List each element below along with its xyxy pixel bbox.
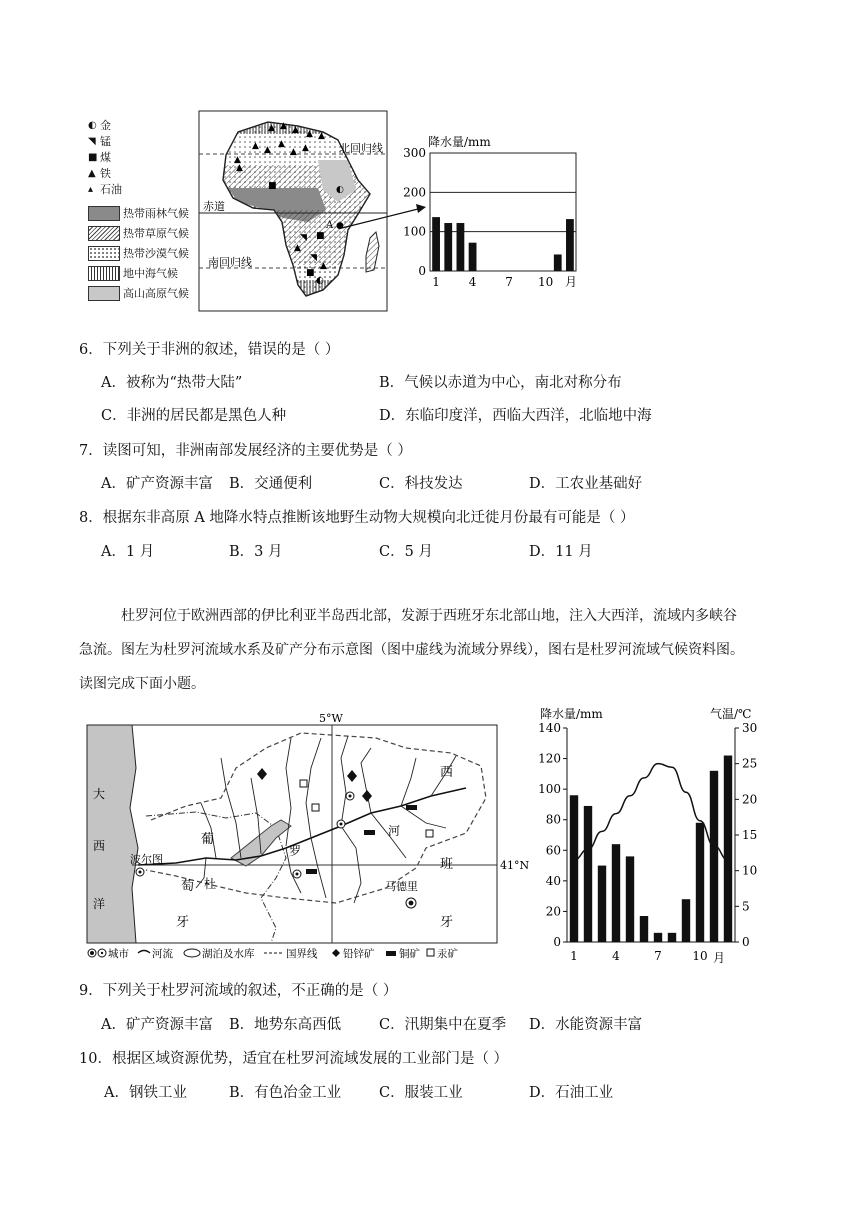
manganese-icon: ◥ bbox=[310, 253, 317, 263]
iron-icon: ▲ bbox=[292, 125, 299, 135]
chart1-title: 降水量/mm bbox=[428, 135, 491, 149]
chart2-xtick: 10 bbox=[692, 949, 708, 963]
legend-gold: ◐ 金 bbox=[88, 119, 111, 132]
tropic-south-label: 南回归线 bbox=[208, 256, 252, 269]
legend-lead-zinc: 铅锌矿 bbox=[343, 948, 375, 960]
atlantic-char-1: 大 bbox=[93, 787, 106, 801]
chart2-ytick-left: 80 bbox=[545, 812, 561, 827]
portugal-label-tao: 萄 bbox=[181, 879, 195, 894]
chart2-precip-bar bbox=[612, 844, 620, 942]
legend-highland: 高山高原气候 bbox=[88, 286, 189, 300]
q6-stem: 6．下列关于非洲的叙述，错误的是（ ） bbox=[79, 342, 340, 358]
equator-label: 赤道 bbox=[203, 200, 225, 213]
legend-mercury: 汞矿 bbox=[437, 948, 458, 960]
mercury-icon bbox=[300, 780, 307, 787]
q9-stem: 9．下列关于杜罗河流域的叙述，不正确的是（ ） bbox=[79, 983, 398, 999]
q9-option-d[interactable]: D．水能资源丰富 bbox=[529, 1017, 643, 1033]
iron-icon: ▲ bbox=[252, 141, 259, 151]
iron-icon: ▲ bbox=[294, 243, 301, 253]
coal-icon: ■ bbox=[306, 268, 315, 278]
q7-option-a[interactable]: A．矿产资源丰富 bbox=[101, 476, 213, 492]
legend-manganese: ◥ 锰 bbox=[88, 135, 111, 148]
point-a-dot: ● bbox=[336, 221, 344, 231]
chart2-ytick-left: 100 bbox=[538, 782, 561, 797]
oil-icon: ▲ bbox=[268, 123, 275, 133]
q9-option-c[interactable]: C．汛期集中在夏季 bbox=[379, 1017, 507, 1033]
passage-line-2: 急流。图左为杜罗河流域水系及矿产分布示意图（图中虚线为流域分界线），图右是杜罗河流域气候资料图。 bbox=[79, 642, 744, 658]
q7-option-c[interactable]: C．科技发达 bbox=[379, 476, 463, 492]
legend-iron: ▲ 铁 bbox=[88, 167, 111, 180]
chart2-ytick-left: 120 bbox=[538, 751, 561, 766]
gold-icon: ◐ bbox=[336, 185, 344, 195]
spain-label-xi: 西 bbox=[440, 765, 454, 780]
oil-icon: ▲ bbox=[264, 145, 271, 155]
highland-swatch bbox=[88, 286, 120, 301]
q8-option-a[interactable]: A．1 月 bbox=[101, 544, 155, 560]
gold-icon: ◐ bbox=[88, 119, 97, 131]
atlantic-char-2: 西 bbox=[93, 839, 106, 853]
q10-option-a[interactable]: A．钢铁工业 bbox=[104, 1085, 187, 1101]
legend-rainforest: 热带雨林气候 bbox=[88, 206, 189, 220]
chart1-bar bbox=[469, 243, 477, 271]
douro-basin-map bbox=[86, 708, 530, 964]
iron-icon: ▲ bbox=[320, 261, 327, 271]
q8-option-b[interactable]: B．3 月 bbox=[229, 544, 283, 560]
atlantic-char-3: 洋 bbox=[93, 897, 106, 911]
chart2-precip-bar bbox=[584, 806, 592, 942]
chart1-xtick: 10 bbox=[537, 275, 554, 289]
chart2-precip-bar bbox=[724, 756, 732, 942]
legend-border: 国界线 bbox=[286, 948, 318, 960]
porto-label: 波尔图 bbox=[130, 853, 163, 866]
mercury-icon bbox=[426, 830, 433, 837]
chart2-ytick-right: 5 bbox=[742, 899, 750, 914]
q10-option-d[interactable]: D．石油工业 bbox=[529, 1085, 614, 1101]
chart2-precip-bar bbox=[626, 856, 634, 942]
chart1-ytick: 0 bbox=[418, 264, 426, 278]
chart2-precip-bar bbox=[682, 899, 690, 942]
q6-option-c[interactable]: C．非洲的居民都是黑色人种 bbox=[101, 408, 287, 424]
chart2-precip-bar bbox=[710, 771, 718, 942]
q7-stem: 7．读图可知，非洲南部发展经济的主要优势是（ ） bbox=[79, 443, 412, 459]
copper-icon bbox=[306, 869, 317, 874]
chart2-xtick: 7 bbox=[654, 949, 662, 963]
legend-coal: ■ 煤 bbox=[88, 151, 111, 164]
river-label-he: 河 bbox=[388, 824, 401, 838]
chart2-xtick: 4 bbox=[612, 949, 620, 963]
chart2-precip-bar bbox=[668, 933, 676, 942]
mediterranean-swatch bbox=[88, 266, 120, 281]
coal-icon: ■ bbox=[88, 151, 98, 163]
legend-copper: 铜矿 bbox=[399, 948, 420, 960]
oil-icon: ▲ bbox=[306, 129, 313, 139]
copper-icon bbox=[364, 830, 375, 835]
chart2-precip-bar bbox=[696, 823, 704, 942]
chart2-ytick-right: 0 bbox=[742, 935, 750, 949]
chart2-ytick-left: 20 bbox=[545, 904, 561, 919]
chart1-bar bbox=[457, 223, 465, 271]
chart2-temp-line bbox=[574, 764, 728, 860]
madrid-label: 马德里 bbox=[385, 880, 418, 893]
chart1-bar bbox=[432, 217, 440, 271]
q6-option-d[interactable]: D．东临印度洋，西临大西洋，北临地中海 bbox=[379, 408, 652, 424]
parallel-label: 41°N bbox=[500, 859, 530, 872]
chart2-precip-bar bbox=[654, 933, 662, 942]
chart2-ylabel-left: 降水量/mm bbox=[540, 707, 603, 721]
chart1-ytick: 300 bbox=[403, 146, 426, 160]
oil-icon: ▲ bbox=[302, 143, 309, 153]
chart2-ytick-left: 60 bbox=[545, 843, 561, 858]
legend-savanna: 热带草原气候 bbox=[88, 226, 189, 240]
chart1-ytick: 100 bbox=[403, 224, 426, 239]
chart1-xtick: 4 bbox=[468, 275, 477, 289]
river-label-du: 杜 bbox=[204, 877, 217, 891]
chart2-ytick-left: 0 bbox=[553, 935, 561, 949]
q6-option-b[interactable]: B．气候以赤道为中心，南北对称分布 bbox=[379, 375, 622, 391]
chart2-precip-bar bbox=[640, 916, 648, 942]
legend-city: 城市 bbox=[108, 948, 129, 960]
point-a-label: A bbox=[326, 220, 334, 231]
q10-stem: 10．根据区域资源优势，适宜在杜罗河流域发展的工业部门是（ ） bbox=[79, 1051, 509, 1067]
spain-label-ban: 班 bbox=[440, 857, 454, 872]
desert-swatch bbox=[88, 246, 120, 261]
chart1-ytick: 200 bbox=[403, 185, 426, 200]
chart2-ytick-right: 30 bbox=[742, 721, 758, 735]
passage-line-3: 读图完成下面小题。 bbox=[79, 676, 205, 692]
portugal-label-pu: 葡 bbox=[201, 832, 215, 847]
spain-label-ya: 牙 bbox=[440, 915, 454, 930]
oil-icon: ▲ bbox=[234, 155, 241, 165]
oil-icon: ▲ bbox=[280, 121, 287, 131]
chart2-precip-bar bbox=[598, 866, 606, 942]
legend-lake: 湖泊及水库 bbox=[202, 948, 255, 960]
chart2-ytick-left: 140 bbox=[538, 721, 561, 735]
precip-chart-a bbox=[400, 128, 590, 293]
gold-icon: ◐ bbox=[316, 276, 324, 286]
chart1-bar bbox=[566, 219, 574, 271]
legend-river: 河流 bbox=[152, 948, 173, 960]
passage-line-1: 杜罗河位于欧洲西部的伊比利亚半岛西北部，发源于西班牙东北部山地，注入大西洋，流域内多峡谷 bbox=[121, 608, 737, 624]
oil-icon: ▲ bbox=[278, 139, 285, 149]
coal-icon: ■ bbox=[316, 231, 325, 241]
q7-option-b[interactable]: B．交通便利 bbox=[229, 476, 313, 492]
oil-icon: ▲ bbox=[318, 131, 325, 141]
q9-option-b[interactable]: B．地势东高西低 bbox=[229, 1017, 342, 1033]
chart2-ytick-left: 40 bbox=[545, 873, 561, 888]
manganese-icon: ◥ bbox=[88, 135, 96, 147]
oil-icon: ▴ bbox=[88, 183, 94, 195]
chart2-ytick-right: 10 bbox=[742, 863, 758, 878]
douro-map-legend bbox=[88, 947, 458, 960]
river-label-luo: 罗 bbox=[289, 844, 302, 858]
douro-climate-chart bbox=[535, 704, 771, 968]
coal-icon: ■ bbox=[268, 181, 277, 191]
chart1-xtick: 7 bbox=[505, 275, 513, 289]
q8-option-c[interactable]: C．5 月 bbox=[379, 544, 433, 560]
mercury-icon bbox=[312, 804, 319, 811]
manganese-icon: ◥ bbox=[300, 233, 307, 243]
legend-mediterranean: 地中海气候 bbox=[88, 266, 178, 280]
chart1-xtick: 1 bbox=[432, 275, 440, 289]
q8-stem: 8．根据东非高原 A 地降水特点推断该地野生动物大规模向北迁徙月份最有可能是（ ） bbox=[79, 510, 635, 526]
q8-option-d[interactable]: D．11 月 bbox=[529, 544, 593, 560]
legend-desert: 热带沙漠气候 bbox=[88, 246, 189, 260]
iron-icon: ▲ bbox=[88, 167, 96, 179]
tropic-north-label: 北回归线 bbox=[339, 142, 383, 155]
q10-option-c[interactable]: C．服装工业 bbox=[379, 1085, 463, 1101]
chart2-xtick: 1 bbox=[570, 949, 578, 963]
meridian-label: 5°W bbox=[319, 712, 343, 725]
chart2-precip-bar bbox=[570, 795, 578, 942]
iron-icon: ▲ bbox=[290, 147, 297, 157]
q6-option-a[interactable]: A．被称为“热带大陆” bbox=[101, 375, 243, 391]
chart1-bar bbox=[554, 254, 562, 271]
q9-option-a[interactable]: A．矿产资源丰富 bbox=[101, 1017, 213, 1033]
portugal-label-ya: 牙 bbox=[176, 915, 190, 930]
q7-option-d[interactable]: D．工农业基础好 bbox=[529, 476, 643, 492]
chart1-bar bbox=[444, 223, 452, 271]
chart2-unit: 月 bbox=[713, 951, 726, 965]
chart2-ytick-right: 20 bbox=[742, 792, 758, 807]
legend-oil: ▴ 石油 bbox=[88, 183, 122, 196]
chart2-ytick-right: 15 bbox=[742, 828, 758, 842]
q10-option-b[interactable]: B．有色冶金工业 bbox=[229, 1085, 342, 1101]
rainforest-swatch bbox=[88, 206, 120, 221]
chart1-unit: 月 bbox=[565, 275, 578, 289]
chart2-ytick-right: 25 bbox=[742, 756, 758, 771]
chart2-ylabel-right: 气温/℃ bbox=[710, 707, 752, 721]
iron-icon: ▲ bbox=[236, 163, 243, 173]
copper-icon bbox=[406, 805, 417, 810]
savanna-swatch bbox=[88, 226, 120, 241]
